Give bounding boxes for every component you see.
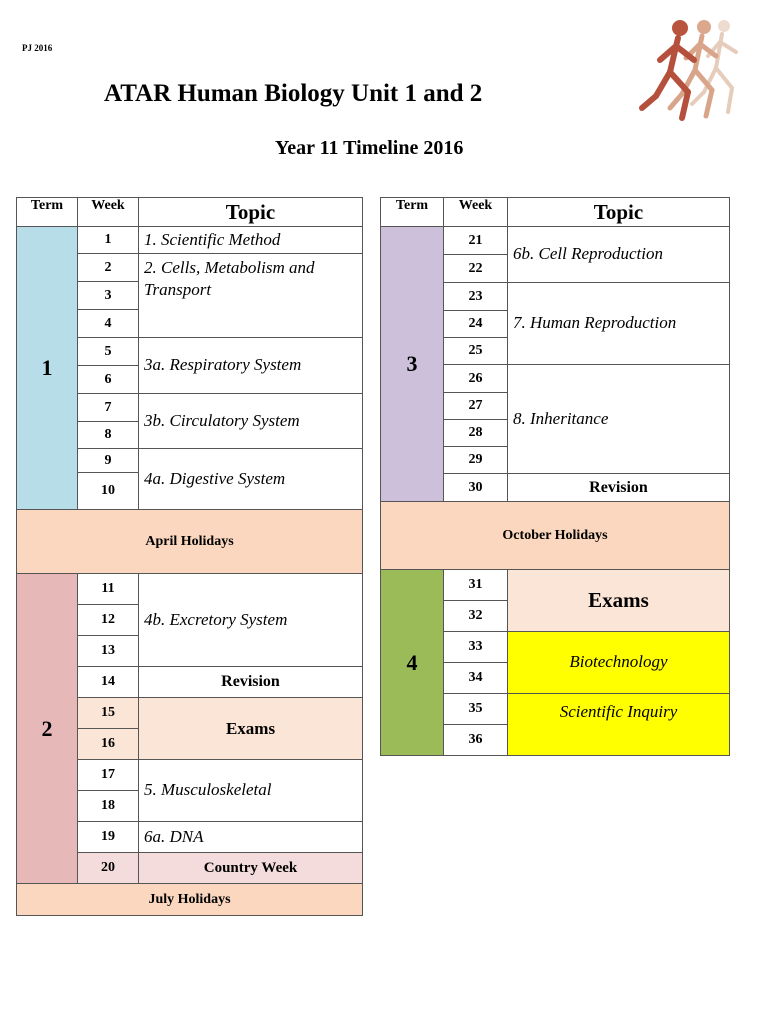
week-cell: 26	[444, 365, 508, 393]
week-cell: 30	[444, 474, 508, 502]
topic-cell: 1. Scientific Method	[139, 227, 363, 254]
week-cell: 10	[78, 473, 139, 510]
revision-cell: Revision	[508, 474, 730, 502]
week-cell: 5	[78, 338, 139, 366]
week-cell: 28	[444, 420, 508, 447]
week-cell: 3	[78, 282, 139, 310]
corner-tag: PJ 2016	[22, 43, 53, 53]
header-topic: Topic	[139, 198, 363, 227]
week-cell: 1	[78, 227, 139, 254]
term-2-cell: 2	[17, 574, 78, 884]
page-subtitle: Year 11 Timeline 2016	[275, 137, 464, 159]
week-cell: 23	[444, 283, 508, 311]
exams-cell: Exams	[139, 698, 363, 760]
term-1-cell: 1	[17, 227, 78, 510]
week-cell: 22	[444, 255, 508, 283]
week-cell: 33	[444, 632, 508, 663]
week-cell: 7	[78, 394, 139, 422]
header-week: Week	[444, 198, 508, 227]
week-cell: 16	[78, 729, 139, 760]
week-cell: 9	[78, 449, 139, 473]
week-cell: 29	[444, 447, 508, 474]
april-holidays-row: April Holidays	[17, 510, 363, 574]
revision-cell: Revision	[139, 667, 363, 698]
header-term: Term	[17, 198, 78, 227]
topic-cell: 7. Human Reproduction	[508, 283, 730, 365]
term-3-cell: 3	[381, 227, 444, 502]
exams-cell: Exams	[508, 570, 730, 632]
page-title: ATAR Human Biology Unit 1 and 2	[104, 80, 483, 107]
topic-cell: 4a. Digestive System	[139, 449, 363, 510]
week-cell: 24	[444, 311, 508, 338]
topic-cell: 4b. Excretory System	[139, 574, 363, 667]
week-cell: 21	[444, 227, 508, 255]
topic-cell: 5. Musculoskeletal	[139, 760, 363, 822]
header-topic: Topic	[508, 198, 730, 227]
week-cell: 11	[78, 574, 139, 605]
week-cell: 6	[78, 366, 139, 394]
july-holidays-row: July Holidays	[17, 884, 363, 916]
week-cell: 14	[78, 667, 139, 698]
timeline-table-left	[16, 197, 363, 916]
week-cell: 18	[78, 791, 139, 822]
week-cell: 20	[78, 853, 139, 884]
topic-cell: 2. Cells, Metabolism and Transport	[139, 254, 363, 338]
week-cell: 25	[444, 338, 508, 365]
week-cell: 13	[78, 636, 139, 667]
topic-cell: 6b. Cell Reproduction	[508, 227, 730, 283]
week-cell: 4	[78, 310, 139, 338]
header-week: Week	[78, 198, 139, 227]
week-cell: 35	[444, 694, 508, 725]
topic-cell: 8. Inheritance	[508, 365, 730, 474]
country-week-cell: Country Week	[139, 853, 363, 884]
running-anatomy-icon	[632, 12, 750, 124]
week-cell: 15	[78, 698, 139, 729]
week-cell: 2	[78, 254, 139, 282]
topic-cell: 3b. Circulatory System	[139, 394, 363, 449]
week-cell: 27	[444, 393, 508, 420]
week-cell: 8	[78, 422, 139, 449]
timeline-table-right	[380, 197, 730, 756]
week-cell: 36	[444, 725, 508, 756]
week-cell: 32	[444, 601, 508, 632]
biotechnology-cell: Biotechnology	[508, 632, 730, 694]
week-cell: 17	[78, 760, 139, 791]
week-cell: 19	[78, 822, 139, 853]
week-cell: 31	[444, 570, 508, 601]
scientific-inquiry-cell: Scientific Inquiry	[508, 694, 730, 756]
october-holidays-row: October Holidays	[381, 502, 730, 570]
header-term: Term	[381, 198, 444, 227]
week-cell: 34	[444, 663, 508, 694]
week-cell: 12	[78, 605, 139, 636]
topic-cell: 6a. DNA	[139, 822, 363, 853]
term-4-cell: 4	[381, 570, 444, 756]
topic-cell: 3a. Respiratory System	[139, 338, 363, 394]
